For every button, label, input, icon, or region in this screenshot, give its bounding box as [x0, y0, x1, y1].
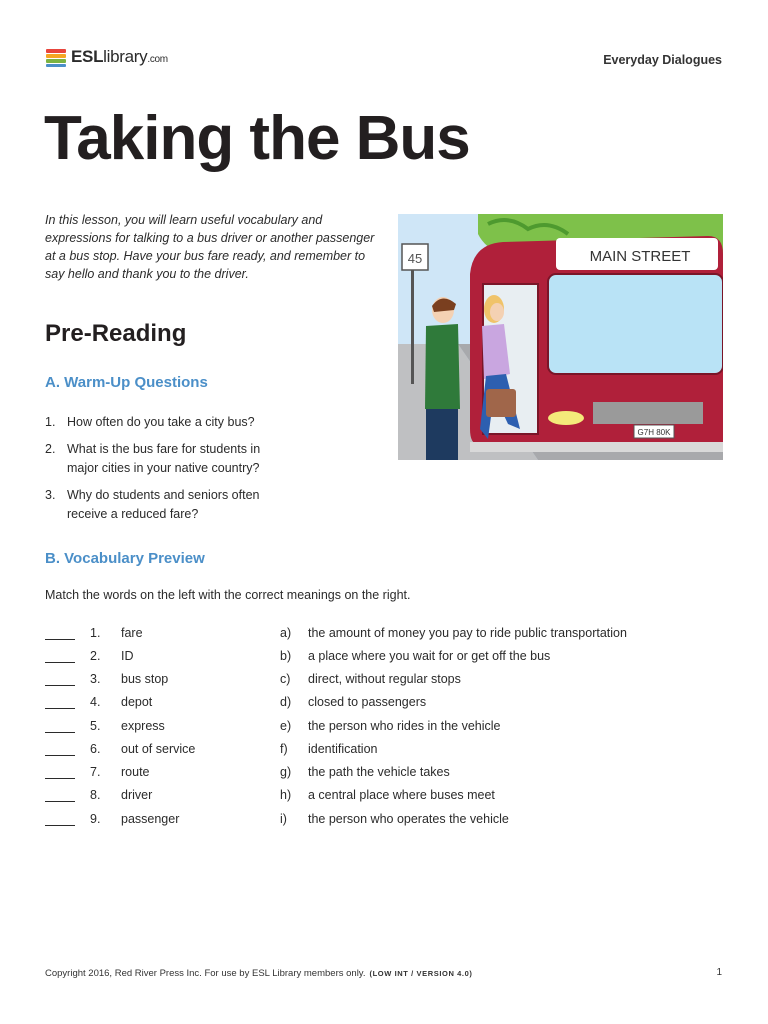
vocab-word: route — [121, 765, 150, 779]
vocab-number: 5. — [90, 719, 101, 733]
vocab-row — [45, 742, 725, 762]
vocab-meaning: direct, without regular stops — [308, 672, 461, 686]
vocab-row — [45, 649, 725, 669]
vocab-word: bus stop — [121, 672, 169, 686]
answer-blank[interactable] — [45, 685, 75, 686]
bus-bumper — [470, 442, 723, 452]
answer-blank[interactable] — [45, 778, 75, 779]
version-label: (LOW INT / VERSION 4.0) — [369, 969, 473, 978]
question-number: 2. — [45, 442, 56, 456]
vocab-number: 7. — [90, 765, 101, 779]
question-text: What is the bus fare for students in major cities in your native country? — [67, 442, 261, 475]
meaning-letter: d) — [280, 695, 292, 709]
plate-text: G7H 80K — [637, 428, 671, 437]
vocab-number: 6. — [90, 742, 101, 756]
vocab-word: out of service — [121, 742, 196, 756]
logo-text: ESLlibrary.com — [71, 47, 168, 66]
bus-grille — [593, 402, 703, 424]
esl-library-logo — [45, 46, 168, 68]
headlight-left — [548, 411, 584, 425]
books-logo-icon — [45, 46, 67, 68]
vocab-number: 9. — [90, 812, 101, 826]
sign-post — [411, 264, 414, 384]
vocab-row — [45, 626, 725, 646]
vocab-number: 8. — [90, 788, 101, 802]
vocab-row — [45, 812, 725, 832]
question-number: 1. — [45, 415, 56, 429]
question-item — [45, 413, 277, 432]
vocabulary-heading: B. Vocabulary Preview — [45, 550, 205, 567]
vocab-meaning: the amount of money you pay to ride public transportation — [308, 626, 627, 640]
vocab-meaning: identification — [308, 742, 378, 756]
answer-blank[interactable] — [45, 639, 75, 640]
question-number: 3. — [45, 488, 56, 502]
vocab-meaning: the person who rides in the vehicle — [308, 719, 501, 733]
vocab-meaning: the path the vehicle takes — [308, 765, 450, 779]
vocab-row — [45, 765, 725, 785]
vocab-word: passenger — [121, 812, 180, 826]
answer-blank[interactable] — [45, 732, 75, 733]
question-item — [45, 440, 277, 477]
vocab-row — [45, 695, 725, 715]
answer-blank[interactable] — [45, 825, 75, 826]
vocabulary-instructions: Match the words on the left with the correct meanings on the right. — [45, 588, 411, 602]
vocab-meaning: closed to passengers — [308, 695, 427, 709]
sign-number: 45 — [407, 251, 423, 266]
vocab-number: 1. — [90, 626, 101, 640]
vocab-meaning: the person who operates the vehicle — [308, 812, 509, 826]
meaning-letter: h) — [280, 788, 292, 802]
vocab-word: fare — [121, 626, 143, 640]
meaning-letter: c) — [280, 672, 291, 686]
bus-stop-illustration — [398, 214, 723, 460]
page-number: 1 — [716, 967, 722, 978]
vocab-meaning: a central place where buses meet — [308, 788, 495, 802]
answer-blank[interactable] — [45, 662, 75, 663]
question-item — [45, 486, 277, 523]
vocab-word: express — [121, 719, 165, 733]
warm-up-heading: A. Warm-Up Questions — [45, 374, 208, 391]
copyright-text: Copyright 2016, Red River Press Inc. For use by ESL Library members only. — [45, 968, 366, 979]
vocab-row — [45, 788, 725, 808]
vocab-row — [45, 672, 725, 692]
answer-blank[interactable] — [45, 801, 75, 802]
bus-windshield — [548, 274, 723, 374]
series-label: Everyday Dialogues — [603, 53, 722, 67]
copyright-footer — [45, 968, 472, 979]
vocab-meaning: a place where you wait for or get off the bus — [308, 649, 551, 663]
vocab-word: depot — [121, 695, 153, 709]
vocab-word: ID — [121, 649, 134, 663]
intro-paragraph: In this lesson, you will learn useful vocabulary and expressions for talking to a bus driver or another passenger at a bus stop. Have your bus fare ready, and remember to say hello and thank you to the driver. — [45, 213, 375, 281]
meaning-letter: a) — [280, 626, 292, 640]
vocab-number: 4. — [90, 695, 101, 709]
page-title: Taking the Bus — [44, 104, 470, 173]
question-text: Why do students and seniors often receive a reduced fare? — [67, 488, 260, 521]
vocab-number: 2. — [90, 649, 101, 663]
answer-blank[interactable] — [45, 755, 75, 756]
meaning-letter: f) — [280, 742, 288, 756]
vocab-number: 3. — [90, 672, 101, 686]
vocab-word: driver — [121, 788, 153, 802]
meaning-letter: b) — [280, 649, 292, 663]
destination-text: MAIN STREET — [589, 248, 691, 265]
section-title-pre-reading: Pre-Reading — [45, 320, 187, 347]
answer-blank[interactable] — [45, 708, 75, 709]
meaning-letter: i) — [280, 812, 287, 826]
vocab-row — [45, 719, 725, 739]
meaning-letter: g) — [280, 765, 292, 779]
meaning-letter: e) — [280, 719, 292, 733]
question-text: How often do you take a city bus? — [67, 415, 255, 429]
